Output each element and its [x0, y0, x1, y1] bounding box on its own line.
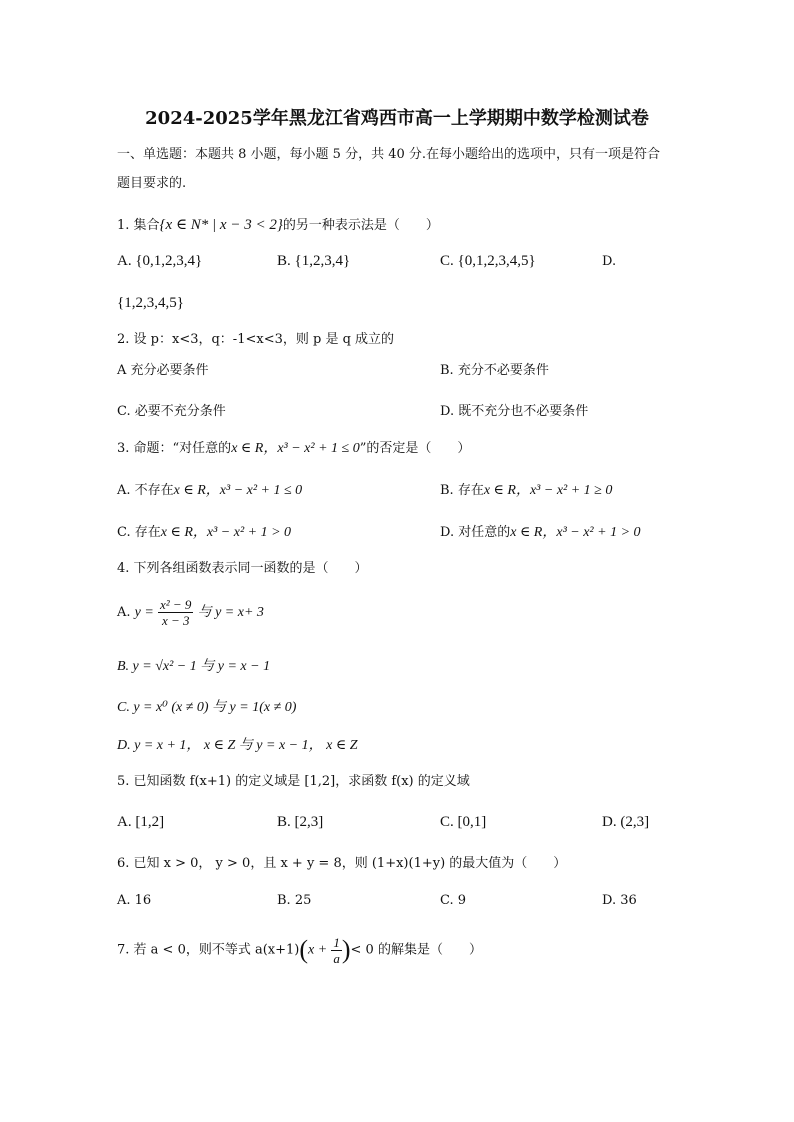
question-7-stem-post: < 0 的解集是（ ）	[350, 942, 482, 958]
question-4-option-a-numerator: x² − 9	[159, 597, 192, 612]
question-4-option-a-tail: 与 y = x+ 3	[197, 605, 264, 620]
question-4-option-c[interactable]: C. y = x⁰ (x ≠ 0) 与 y = 1(x ≠ 0)	[117, 700, 297, 715]
question-3-option-a-text: A. 不存在	[117, 483, 174, 498]
question-6-stem: 6. 已知 x > 0， y > 0，且 x + y = 8，则 (1+x)(1+y) 的最大值为（ ）	[117, 856, 567, 871]
question-7-fraction-pre: x +	[308, 942, 328, 958]
question-3-option-c-math: x ∈ R，x³ − x² + 1 > 0	[160, 525, 292, 540]
question-5-stem: 5. 已知函数 f(x+1) 的定义域是 [1,2]，求函数 f(x) 的定义域	[117, 774, 470, 789]
question-1-set: {x ∈ N* | x − 3 < 2}	[159, 217, 283, 233]
question-5-option-c[interactable]: C. [0,1]	[440, 814, 487, 830]
question-6-option-d[interactable]: D. 36	[602, 893, 637, 908]
question-2-option-c[interactable]: C. 必要不充分条件	[117, 404, 226, 419]
question-1-option-b[interactable]: B. {1,2,3,4}	[277, 253, 351, 269]
question-3-option-d[interactable]	[440, 524, 641, 542]
question-5-option-d[interactable]: D. (2,3]	[602, 814, 650, 830]
question-1-option-d[interactable]: {1,2,3,4,5}	[117, 295, 184, 311]
question-3-option-c-text: C. 存在	[117, 525, 161, 540]
page-title: 2024-2025学年黑龙江省鸡西市高一上学期期中数学检测试卷	[145, 108, 649, 129]
question-7-numerator: 1	[333, 934, 340, 950]
question-5-option-a[interactable]: A. [1,2]	[117, 814, 165, 830]
question-3-option-a[interactable]	[117, 482, 302, 500]
question-6-option-c[interactable]: C. 9	[440, 893, 467, 908]
question-3-option-b[interactable]	[440, 482, 612, 500]
question-1-option-c[interactable]: C. {0,1,2,3,4,5}	[440, 253, 536, 269]
question-4-option-a[interactable]	[117, 596, 264, 630]
question-3-option-d-text: D. 对任意的	[440, 525, 511, 540]
question-4-option-a-y: y =	[134, 605, 154, 620]
question-3-option-b-text: B. 存在	[440, 483, 484, 498]
question-6-option-b[interactable]: B. 25	[277, 893, 312, 908]
question-3-option-d-math: x ∈ R，x³ − x² + 1 > 0	[510, 525, 641, 540]
question-4-option-a-fraction	[158, 597, 193, 628]
question-1-stem	[117, 216, 439, 235]
question-1-option-a[interactable]: A. {0,1,2,3,4}	[117, 253, 203, 269]
question-2-option-a[interactable]: A 充分必要条件	[117, 363, 209, 378]
question-4-option-a-denominator: x − 3	[161, 613, 190, 628]
question-1-tail: 的另一种表示法是（ ）	[282, 218, 439, 233]
section-instructions-line1: 一、单选题：本题共 8 小题，每小题 5 分，共 40 分.在每小题给出的选项中，只有一项是符合	[117, 147, 661, 162]
question-6-option-a[interactable]: A. 16	[117, 893, 152, 908]
question-3-stem-pre: 3. 命题：“对任意的	[117, 441, 232, 456]
question-3-option-b-math: x ∈ R，x³ − x² + 1 ≥ 0	[483, 483, 613, 498]
question-7-stem-pre: 7. 若 a < 0，则不等式 a(x+1)	[117, 942, 300, 958]
section-instructions-line2: 题目要求的.	[117, 176, 187, 191]
question-2-option-b[interactable]: B. 充分不必要条件	[440, 363, 549, 378]
question-4-stem: 4. 下列各组函数表示同一函数的是（ ）	[117, 561, 368, 576]
question-3-option-c[interactable]	[117, 524, 291, 542]
question-4-option-a-label: A.	[117, 605, 131, 620]
question-3-stem-math: x ∈ R，x³ − x² + 1 ≤ 0	[231, 441, 360, 456]
question-4-option-d[interactable]: D. y = x + 1， x ∈ Z 与 y = x − 1， x ∈ Z	[117, 738, 358, 753]
question-3-option-a-math: x ∈ R，x³ − x² + 1 ≤ 0	[173, 483, 303, 498]
question-2-option-d[interactable]: D. 既不充分也不必要条件	[440, 404, 589, 419]
question-3-stem-post: ”的否定是（ ）	[359, 441, 471, 456]
question-7-stem: 7. 若 a < 0，则不等式 a(x+1)(x + $\frac{1}{a}$ )< 0 的解集是（ ）	[117, 934, 482, 966]
question-3-stem	[117, 440, 470, 458]
question-1-number: 1. 集合	[117, 218, 160, 233]
question-4-option-b[interactable]: B. y = √x² − 1 与 y = x − 1	[117, 659, 271, 674]
question-5-option-b[interactable]: B. [2,3]	[277, 814, 324, 830]
question-7-denominator: a	[333, 950, 340, 966]
question-2-stem: 2. 设 p：x<3，q：-1<x<3，则 p 是 q 成立的	[117, 332, 395, 347]
question-7-fraction	[331, 935, 342, 966]
question-1-option-d-label[interactable]: D.	[602, 254, 617, 269]
